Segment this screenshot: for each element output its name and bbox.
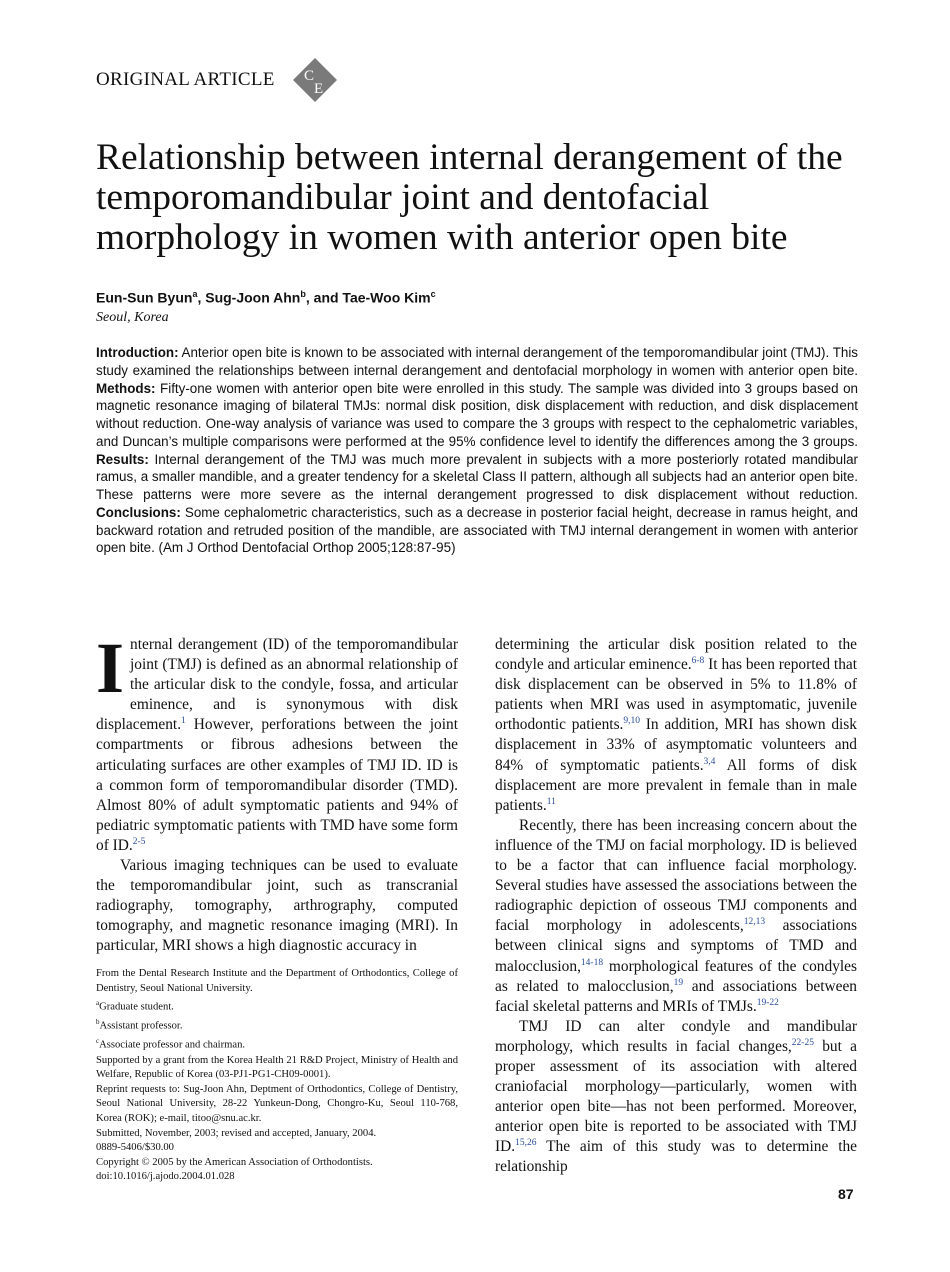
body-text: and associations between facial skeletal patterns and MRIs of TMJs.: [495, 977, 857, 1015]
body-text: nternal derangement (ID) of the temporomandibular joint (TMJ) is defined as an abnormal relationship of the articular disk to the condyle, fossa, and articular eminence, and is synonymous with disk displacement.: [96, 636, 458, 734]
ce-logo-icon: [293, 58, 337, 102]
authors: Eun-Sun Byun$^a$, Sug-Joon Ahn$^b$, and Tae-Woo Kim$^c$: [96, 289, 436, 306]
left-column: [96, 628, 458, 957]
body-text: but a proper assessment of its association with altered craniofacial morphology—particularly, women with anterior open bite—has not been performed. Moreover, anterior open bite is reported to be associated with TMJ ID.: [495, 1037, 857, 1156]
footnote-text: Graduate student.: [99, 1001, 174, 1013]
author-name: Eun-Sun Byun: [96, 289, 193, 306]
footnote-mark: a: [96, 999, 100, 1008]
footnote: [96, 1141, 458, 1156]
footnote-text: Associate professor and chairman.: [99, 1039, 246, 1051]
author-affiliation-mark: b: [300, 289, 306, 299]
author-name: Sug-Joon Ahn: [205, 289, 301, 306]
footnote: [96, 996, 458, 1015]
body-text: associations between clinical signs and symptoms of TMD and malocclusion,: [495, 917, 857, 975]
drop-cap: I: [96, 628, 125, 708]
svg-text:C: C: [304, 68, 315, 84]
body-text: Recently, there has been increasing concern about the influence of the TMJ on facial morphology. ID is believed to be a factor that can influence facial morphology. Several studies have assessed the associations between the radiographic depiction of osseous TMJ components and facial morphology in adolescents,: [495, 816, 857, 935]
abstract: [96, 344, 858, 557]
body-text: Various imaging techniques can be used to evaluate the temporomandibular joint, such as transcranial radiography, tomography, arthrography, computed tomography, and magnetic resonance imaging (MRI). In particular, MRI shows a high diagnostic accuracy in: [96, 857, 458, 955]
body-text: The aim of this study was to determine the relationship: [495, 1138, 857, 1176]
abstract-text: Anterior open bite is known to be associated with internal derangement of the temporomandibular joint (TMJ). This study examined the relationships between internal derangement and dentofacial morphology in women with anterior open bite.: [96, 345, 858, 378]
footnote: [96, 967, 458, 996]
page-number: 87: [838, 1186, 854, 1202]
author-location: Seoul, Korea: [96, 310, 169, 325]
abstract-text: Fifty-one women with anterior open bite were enrolled in this study. The sample was divided into 3 groups based on magnetic resonance imaging of bilateral TMJs: normal disk position, disk displacement with reduction, and disk displacement without reduction. One-way analysis of variance was used to compare the 3 groups with respect to the cephalometric variables, and Duncan’s multiple comparisons were performed at the 95% confidence level to identify the differences among the 3 groups.: [96, 380, 858, 449]
footnote-text: Supported by a grant from the Korea Health 21 R&D Project, Ministry of Health and Welfare, Republic of Korea (03-PJ1-PG1-CH09-0001).: [96, 1054, 458, 1081]
abstract-section-heading: Methods:: [96, 380, 156, 396]
footnote-text: Reprint requests to: Sug-Joon Ahn, Deptment of Orthodontics, College of Dentistry, Seoul National University, 28-22 Yunkeun-Dong, Chongro-Ku, Seoul 110-768, Korea (ROK); e-mail, titoo@snu.ac.kr.: [96, 1083, 458, 1124]
citation-link[interactable]: 19: [673, 977, 684, 988]
right-column: [495, 635, 857, 1178]
footnote-text: From the Dental Research Institute and the Department of Orthodontics, College of Dentistry, Seoul National University.: [96, 968, 458, 994]
citation-link[interactable]: 9,10: [623, 716, 641, 727]
body-text: However, perforations between the joint compartments or fibrous adhesions between the articulating surfaces are other examples of TMJ ID. ID is a common form of temporomandibular disorder (TMD). Almost 80% of adult symptomatic patients and 94% of pediatric symptomatic patients with TMD have some form of ID.: [96, 716, 458, 854]
citation-link[interactable]: 3,4: [703, 756, 716, 767]
footnote-mark: c: [96, 1037, 100, 1046]
author-name: and Tae-Woo Kim: [313, 289, 431, 306]
citation-link[interactable]: 19-22: [756, 997, 779, 1008]
article-title: Relationship between internal derangement of the temporomandibular joint and dentofacial morphology in women with anterior open bite: [96, 137, 843, 258]
footnote-text: doi:10.1016/j.ajodo.2004.01.028: [96, 1171, 235, 1183]
abstract-section-heading: Conclusions:: [96, 504, 181, 520]
abstract-text: Internal derangement of the TMJ was much more prevalent in subjects with a more posteriorly rotated mandibular ramus, a smaller mandible, and a greater tendency for a skeletal Class II pattern, although all subjects had an anterior open bite. These patterns were more severe as the internal derangement progressed to disk displacement without reduction.: [96, 451, 858, 502]
body-text: It has been reported that disk displacement can be observed in 5% to 11.8% of patients when MRI was used in asymptomatic, juvenile orthodontic patients.: [495, 656, 858, 734]
citation-link[interactable]: 12,13: [743, 917, 766, 928]
footnote: [96, 1034, 458, 1053]
abstract-section-heading: Introduction:: [96, 345, 179, 360]
footnote: [96, 1170, 458, 1185]
citation-link[interactable]: 11: [546, 796, 556, 807]
citation-link[interactable]: 22-25: [791, 1037, 814, 1048]
svg-text:E: E: [314, 81, 324, 97]
article-type-label: ORIGINAL ARTICLE: [96, 69, 275, 90]
body-text: determining the articular disk position related to the condyle and articular eminence.: [495, 636, 857, 674]
footnote: [96, 1083, 458, 1127]
footnotes: [96, 967, 458, 1185]
footnote: [96, 1127, 458, 1142]
footnote-mark: b: [96, 1018, 100, 1027]
footnote: [96, 1015, 458, 1034]
body-text: All forms of disk displacement are more prevalent in female than in male patients.: [495, 756, 857, 814]
body-text: morphological features of the condyles as related to malocclusion,: [495, 957, 857, 995]
footnote: [96, 1054, 458, 1083]
body-text: In addition, MRI has shown disk displacement in 33% of asymptomatic volunteers and 84% of symptomatic patients.: [495, 716, 857, 774]
footnote-text: Submitted, November, 2003; revised and accepted, January, 2004.: [96, 1127, 377, 1139]
citation-link[interactable]: 1: [181, 716, 186, 727]
citation-link[interactable]: 15,26: [515, 1138, 537, 1149]
author-affiliation-mark: c: [430, 289, 436, 299]
footnote-text: Assistant professor.: [99, 1020, 183, 1032]
abstract-section-heading: Results:: [96, 451, 149, 467]
footnote-text: 0889-5406/$30.00: [96, 1142, 174, 1154]
body-paragraph: [495, 635, 857, 816]
footnote-text: Copyright © 2005 by the American Association of Orthodontists.: [96, 1156, 373, 1168]
author-affiliation-mark: a: [192, 289, 198, 299]
citation-link[interactable]: 2-5: [132, 836, 146, 847]
abstract-text: Some cephalometric characteristics, such as a decrease in posterior facial height, decrease in ramus height, and backward rotation and retruded position of the mandible, are associated with TMJ internal derangement in women with anterior open bite. (Am J Orthod Dentofacial Orthop 2005;128:87-95): [96, 504, 858, 556]
footnote: [96, 1156, 458, 1171]
citation-link[interactable]: 14-18: [580, 957, 604, 968]
body-paragraph: [495, 1017, 857, 1178]
citation-link[interactable]: 6-8: [691, 655, 705, 666]
body-paragraph: [96, 628, 458, 856]
body-text: TMJ ID can alter condyle and mandibular morphology, which results in facial changes,: [495, 1017, 857, 1055]
body-paragraph: [96, 856, 458, 956]
body-paragraph: [495, 816, 857, 1017]
